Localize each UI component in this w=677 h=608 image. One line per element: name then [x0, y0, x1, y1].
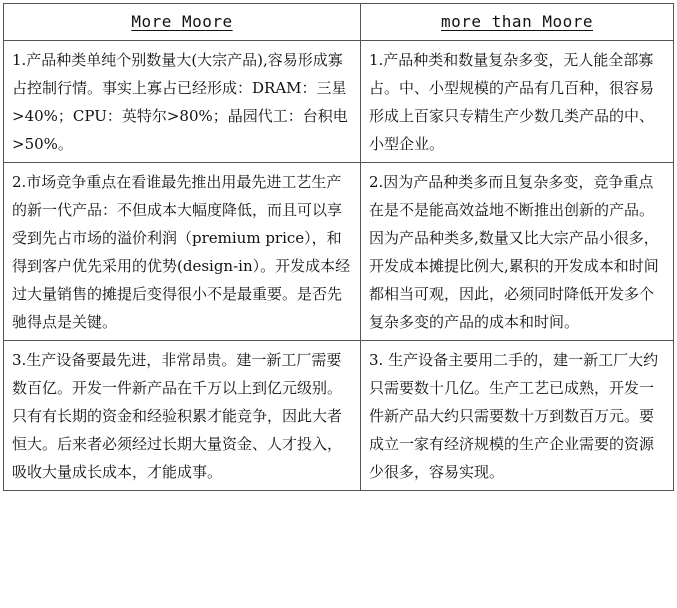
header-more-than-moore-label: more than Moore	[441, 12, 593, 31]
row-1-more-than-moore-cell: 1.产品种类和数量复杂多变，无人能全部寡占。中、小型规模的产品有几百种，很容易形成上百家只专精生产少数几类产品的中、小型企业。	[361, 41, 674, 163]
row-1-more-moore-cell: 1.产品种类单纯个别数量大(大宗产品),容易形成寡占控制行情。事实上寡占已经形成：DRAM：三星>40%；CPU：英特尔>80%；晶园代工：台积电>50%。	[4, 41, 361, 163]
row-3-more-moore-cell: 3.生产设备要最先进，非常昂贵。建一新工厂需要数百亿。开发一件新产品在千万以上到亿元级别。只有有长期的资金和经验积累才能竞争，因此大者恒大。后来者必须经过长期大量资金、人才投入，吸收大量成长成本，才能成事。	[4, 341, 361, 491]
table-row	[4, 163, 674, 341]
header-more-than-moore	[361, 4, 674, 41]
row-2-more-than-moore-cell: 2.因为产品种类多而且复杂多变，竞争重点在是不是能高效益地不断推出创新的产品。因为产品种类多,数量又比大宗产品小很多，开发成本摊提比例大,累积的开发成本和时间都相当可观，因此，必须同时降低开发多个复杂多变的产品的成本和时间。	[361, 163, 674, 341]
header-more-moore	[4, 4, 361, 41]
header-more-moore-label: More Moore	[131, 12, 233, 31]
row-3-more-than-moore-cell: 3. 生产设备主要用二手的，建一新工厂大约只需要数十几亿。生产工艺已成熟，开发一件新产品大约只需要数十万到数百万元。要成立一家有经济规模的生产企业需要的资源少很多，容易实现。	[361, 341, 674, 491]
row-2-more-moore-cell: 2.市场竞争重点在看谁最先推出用最先进工艺生产的新一代产品：不但成本大幅度降低，而且可以享受到先占市场的溢价利润（premium price），和得到客户优先采用的优势(design-in）。开发成本经过大量销售的摊提后变得很小不是最重要。是否先驰得点是关键。	[4, 163, 361, 341]
comparison-table	[3, 3, 674, 491]
header-row	[4, 4, 674, 41]
table-row	[4, 41, 674, 163]
table-row	[4, 341, 674, 491]
